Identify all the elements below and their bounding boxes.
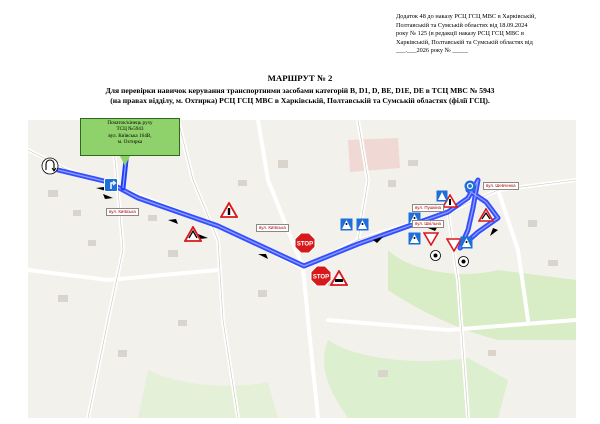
- route-title: МАРШРУТ № 2: [267, 73, 333, 83]
- u-turn-icon: [42, 158, 58, 174]
- annex-line: року № 125 (в редакції наказу РСЦ ГСЦ МВС в: [396, 30, 524, 38]
- annex-line: ___.___2026 року № _____: [396, 47, 468, 55]
- warning-sign-icon: [184, 226, 202, 242]
- annex-line: Додаток 48 до наказу РСЦ ГСЦ МВС в Харківській,: [396, 13, 536, 20]
- building-block: [348, 138, 400, 172]
- turn-sign-icon: [104, 178, 118, 192]
- warning-sign-icon: [330, 270, 348, 286]
- stop-sign-icon: [294, 232, 316, 254]
- callout-line: вул. Київська 164В,: [108, 132, 152, 139]
- stop-sign-icon: [310, 265, 332, 287]
- callout-pointer: [120, 156, 130, 166]
- route-description-line: Для перевірки навичок керування транспортними засобами категорій B, D1, D, BE, D1E, DE в ТСЦ МВС № 5943: [105, 86, 495, 95]
- traffic-light-marker-icon: [430, 250, 441, 261]
- stop-sign-text: STOP: [296, 241, 314, 248]
- street-label: вул. Київська: [106, 208, 139, 216]
- start-end-callout: [80, 118, 180, 156]
- callout-line: ТСЦ №5943: [116, 126, 144, 133]
- street-label: вул. Шевченка: [483, 182, 519, 190]
- street-label: вул. Київська: [256, 224, 289, 232]
- street-label: вул. Шкільна: [412, 220, 444, 228]
- pedestrian-crossing-sign-icon: [356, 218, 369, 231]
- pedestrian-crossing-sign-icon: [340, 218, 353, 231]
- callout-line: м. Охтирка: [117, 139, 143, 146]
- route-map[interactable]: [28, 120, 576, 418]
- roundabout-sign-icon: [464, 180, 476, 192]
- route-description-line: (на правах відділу, м. Охтирка) РСЦ ГСЦ МВС в Харківській, Полтавській та Сумській областях (філії ГСЦ).: [110, 96, 490, 106]
- pedestrian-crossing-sign-icon: [460, 236, 473, 249]
- traffic-light-marker-icon: [458, 256, 469, 267]
- street-label: вул. Пушкіна: [412, 204, 444, 212]
- pedestrian-crossing-sign-icon: [436, 190, 448, 202]
- annex-note: [396, 13, 574, 56]
- pedestrian-crossing-sign-icon: [408, 232, 421, 245]
- annex-line: Полтавській та Сумській областях від 18.09.2024: [396, 21, 528, 29]
- yield-sign-icon: [423, 232, 439, 246]
- annex-line: Харківській, Полтавській та Сумській областях від: [396, 38, 533, 46]
- callout-line: Початок/кінець руху: [107, 120, 153, 126]
- stop-sign-text: STOP: [312, 274, 330, 281]
- warning-sign-icon: [478, 208, 494, 222]
- route-description: [20, 86, 580, 107]
- warning-sign-icon: [220, 202, 238, 218]
- map-canvas: [28, 120, 576, 418]
